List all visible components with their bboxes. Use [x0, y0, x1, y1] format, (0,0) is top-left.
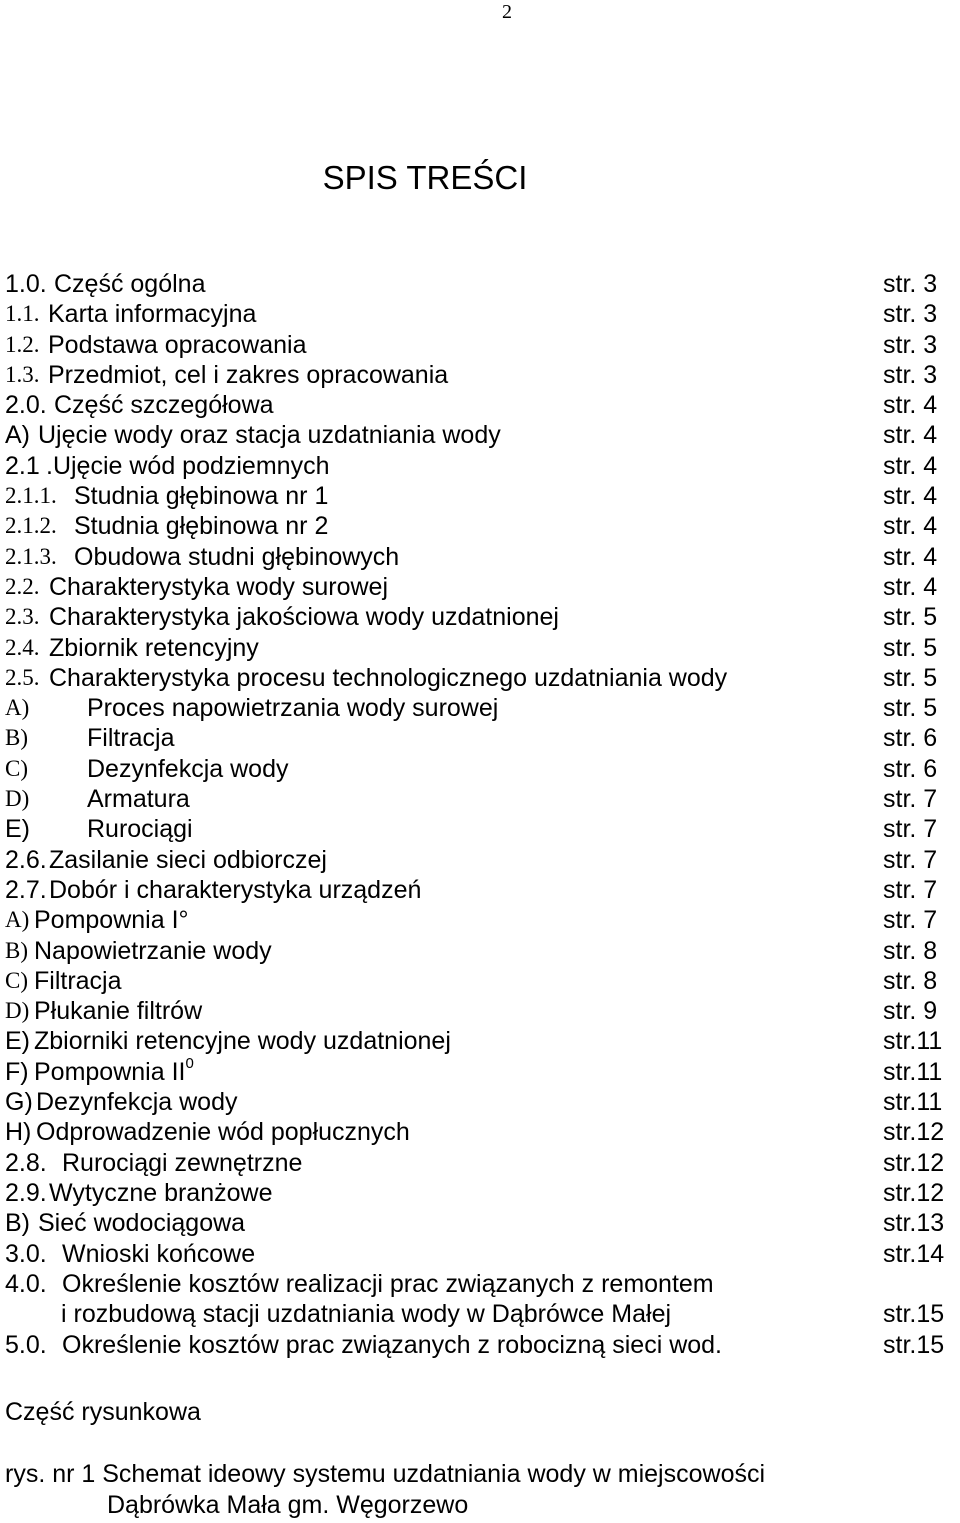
toc-entry-number: A) [5, 421, 30, 450]
toc-entry-label-text: Określenie kosztów prac związanych z robocizną sieci wod. [62, 1330, 722, 1359]
toc-entry-page: str. 5 [883, 633, 938, 662]
toc-entry [0, 420, 960, 450]
toc-entry-label-text: Dobór i charakterystyka urządzeń [49, 875, 422, 904]
toc-entry-number: 2.1 [5, 451, 40, 480]
toc-entry-number: 2.9. [5, 1178, 47, 1207]
toc-entry-page: str.12 [883, 1148, 945, 1177]
page-title: SPIS TREŚCI [322, 159, 528, 196]
toc-entry-number: 2.2. [5, 573, 40, 599]
toc-entry-page: str. 5 [883, 694, 938, 723]
toc-entry-label-text: Część szczegółowa [54, 391, 274, 420]
toc-entry [0, 905, 960, 935]
toc-entry-number: 2.1.1. [5, 483, 57, 509]
toc-entry-superscript: 0 [185, 1054, 194, 1072]
toc-entry-label-text: Wnioski końcowe [62, 1239, 256, 1268]
toc-entry-number: D) [5, 786, 30, 812]
toc-entry-number: 2.6. [5, 845, 47, 874]
toc-entry-page: str.14 [883, 1239, 945, 1268]
toc-entry-label [34, 1054, 194, 1087]
toc-entry-label-text: Określenie kosztów realizacji prac związanych z remontem [62, 1269, 714, 1298]
toc-entry [0, 299, 960, 329]
toc-entry-page: str. 3 [883, 270, 938, 298]
toc-entry-label [62, 1269, 714, 1330]
toc-entry-label [54, 390, 274, 420]
toc-entry-label-text: Sieć wodociągowa [38, 1209, 246, 1238]
toc-entry-number: 1.1. [5, 301, 40, 327]
toc-entry-number: C) [5, 755, 28, 781]
toc-entry-label-text: Charakterystyka wody surowej [49, 572, 389, 601]
toc-entry-page: str. 4 [883, 512, 938, 541]
toc-entry-label-text: Pompownia I° [34, 906, 189, 935]
toc-entry-label-text: Wytyczne branżowe [49, 1178, 273, 1207]
toc-entry-label [34, 966, 122, 996]
toc-entry-label [49, 633, 259, 663]
toc-entry-number: A) [5, 907, 30, 933]
toc-entry-label-text: Charakterystyka procesu technologicznego uzdatniania wody [49, 663, 728, 692]
toc-entry-label [49, 572, 388, 602]
toc-entry-number: C) [5, 967, 28, 993]
toc-entry-page: str. 6 [883, 754, 938, 783]
toc-entry-label-text: Rurociągi [87, 815, 193, 844]
toc-entry-page: str. 4 [883, 482, 938, 511]
toc-entry-page: str.11 [883, 1057, 943, 1086]
toc-entry-label [87, 814, 193, 844]
toc-entry-label [34, 936, 272, 966]
toc-entry-number: 2.1.2. [5, 513, 57, 539]
toc-entry [0, 966, 960, 996]
toc-entry-page: str. 3 [883, 360, 938, 389]
toc-entry-number: 2.0. [5, 391, 47, 420]
toc-entry-label-text: Pompownia II [34, 1057, 186, 1086]
toc-entry [0, 693, 960, 723]
toc-entry-page: str. 4 [883, 572, 938, 601]
toc-entry-label-text: Podstawa opracowania [48, 330, 307, 359]
toc-entry-label-continuation: i rozbudową stacji uzdatniania wody w Dąbrówce Małej [61, 1300, 672, 1329]
toc-entry-label [49, 845, 327, 875]
toc-entry-label-text: Filtracja [87, 724, 175, 753]
toc-entry-label [34, 996, 202, 1026]
toc-entry-label [38, 1208, 245, 1238]
toc-entry [0, 1239, 960, 1269]
page-number: 2 [502, 1, 512, 23]
toc-entry-label [87, 784, 190, 814]
toc-entry-label-text: Odprowadzenie wód popłucznych [36, 1118, 410, 1147]
toc-entry-label [46, 451, 329, 481]
toc-entry-number: B) [5, 725, 28, 751]
toc-entry [0, 1269, 960, 1330]
toc-entry-page: str. 5 [883, 603, 938, 632]
toc-entry-number: 1.0. [5, 270, 47, 298]
toc-entry-number: 2.1.3. [5, 543, 57, 569]
toc-entry-label [54, 269, 205, 299]
toc-entry-label [34, 1026, 451, 1056]
toc-entry [0, 814, 960, 844]
toc-entry-page: str. 8 [883, 966, 938, 995]
toc-entry-label [36, 1117, 410, 1147]
toc-entry [0, 1330, 960, 1360]
toc-entry-label [62, 1330, 722, 1360]
toc-entry-label [87, 693, 498, 723]
toc-entry-number: B) [5, 937, 28, 963]
toc-entry [0, 1087, 960, 1117]
toc-entry-label [74, 542, 399, 572]
toc-entry-number: D) [5, 998, 30, 1024]
toc-entry [0, 360, 960, 390]
toc-entry-number: 2.5. [5, 664, 40, 690]
toc-entry [0, 1148, 960, 1178]
toc-entry-label [48, 330, 307, 360]
toc-entry [0, 754, 960, 784]
toc-entry-label [34, 905, 189, 935]
toc-entry-page: str. 8 [883, 936, 938, 965]
toc-entry-label-text: Studnia głębinowa nr 1 [74, 482, 329, 511]
toc-entry-number: 2.8. [5, 1148, 47, 1177]
toc-entry-page: str. 4 [883, 421, 938, 450]
toc-entry-label-text: Zasilanie sieci odbiorczej [49, 845, 327, 874]
toc-entry-label-text: Obudowa studni głębinowych [74, 542, 400, 571]
toc-entry-page: str. 4 [883, 542, 938, 571]
toc-entry-label-text: Napowietrzanie wody [34, 936, 272, 965]
toc-entry-page: str. 7 [883, 906, 938, 935]
toc-entry-label [49, 602, 559, 632]
toc-entry-page: str.15 [883, 1330, 945, 1359]
toc-entry-label [74, 481, 328, 511]
toc-entry-number: 4.0. [5, 1269, 47, 1298]
drawings-heading: Część rysunkowa [5, 1398, 201, 1426]
toc-entry-page: str.12 [883, 1118, 945, 1147]
toc-entry [0, 875, 960, 905]
toc-entry [0, 481, 960, 511]
toc-entry-label-text: .Ujęcie wód podziemnych [46, 451, 330, 480]
toc-entry-label [49, 663, 727, 693]
toc-entry-label [38, 420, 501, 450]
toc-entry-label [49, 875, 421, 905]
toc-entry-page: str. 7 [883, 785, 938, 814]
drawing-item-line1: rys. nr 1 Schemat ideowy systemu uzdatniania wody w miejscowości [5, 1460, 766, 1488]
toc-entry-label [48, 360, 448, 390]
toc-entry-page: str.13 [883, 1209, 945, 1238]
toc-entry [0, 542, 960, 572]
toc-entry-label-text: Rurociągi zewnętrzne [62, 1148, 303, 1177]
toc-entry-page: str. 5 [883, 663, 938, 692]
toc-entry [0, 1026, 960, 1056]
toc-entry [0, 633, 960, 663]
toc-entry-label-text: Przedmiot, cel i zakres opracowania [48, 360, 449, 389]
toc-entry-label [48, 299, 256, 329]
toc-entry [0, 936, 960, 966]
toc-entry [0, 1208, 960, 1238]
toc-entry-label [36, 1087, 237, 1117]
toc-entry-label-text: Filtracja [34, 966, 122, 995]
toc-entry [0, 330, 960, 360]
toc-entry-label [49, 1178, 272, 1208]
toc-entry-label [87, 723, 175, 753]
toc-entry-label-text: Ujęcie wody oraz stacja uzdatniania wody [38, 421, 501, 450]
toc-entry [0, 1054, 960, 1087]
toc-entry-label-text: Część ogólna [54, 270, 206, 298]
toc-entry-label [74, 511, 328, 541]
toc-entry-label-text: Dezynfekcja wody [87, 754, 289, 783]
toc-entry-number: B) [5, 1209, 30, 1238]
toc-entry-number: E) [5, 1027, 30, 1056]
toc-entry-label-text: Proces napowietrzania wody surowej [87, 694, 499, 723]
table-of-contents [0, 269, 960, 1360]
toc-entry-page: str. 7 [883, 875, 938, 904]
toc-entry [0, 1178, 960, 1208]
toc-entry-page: str. 4 [883, 391, 938, 420]
toc-entry [0, 845, 960, 875]
toc-entry-page: str.11 [883, 1027, 943, 1056]
toc-entry-page: str. 7 [883, 815, 938, 844]
toc-entry [0, 602, 960, 632]
toc-entry-number: G) [5, 1088, 33, 1117]
toc-entry-label-text: Studnia głębinowa nr 2 [74, 512, 329, 541]
drawing-item-line2: Dąbrówka Mała gm. Węgorzewo [107, 1491, 469, 1519]
toc-entry-label-text: Armatura [87, 785, 190, 814]
toc-entry-page: str. 7 [883, 845, 938, 874]
toc-entry-label-text: Karta informacyjna [48, 300, 257, 329]
toc-entry [0, 511, 960, 541]
toc-entry [0, 996, 960, 1026]
toc-entry [0, 390, 960, 420]
toc-entry [0, 1117, 960, 1147]
toc-entry-label-text: Dezynfekcja wody [36, 1088, 238, 1117]
toc-entry-number: 5.0. [5, 1330, 47, 1359]
toc-entry-page: str.11 [883, 1088, 943, 1117]
toc-entry [0, 663, 960, 693]
toc-entry [0, 451, 960, 481]
toc-entry-number: 2.7. [5, 875, 47, 904]
toc-entry-label [62, 1148, 302, 1178]
toc-entry-number: 1.2. [5, 331, 40, 357]
toc-entry-number: F) [5, 1057, 29, 1086]
toc-entry-page: str. 4 [883, 451, 938, 480]
toc-entry-label-text: Zbiorniki retencyjne wody uzdatnionej [34, 1027, 451, 1056]
toc-entry [0, 269, 960, 299]
toc-entry-page: str.15 [883, 1300, 945, 1329]
toc-entry-number: 2.3. [5, 604, 40, 630]
toc-entry-page: str. 9 [883, 997, 938, 1026]
toc-entry-label-text: Zbiornik retencyjny [49, 633, 259, 662]
toc-entry [0, 572, 960, 602]
toc-entry [0, 723, 960, 753]
toc-entry-page: str. 3 [883, 330, 938, 359]
toc-entry-page: str. 3 [883, 300, 938, 329]
toc-entry-number: E) [5, 815, 30, 844]
toc-entry [0, 784, 960, 814]
toc-entry-label-text: Charakterystyka jakościowa wody uzdatnionej [49, 603, 559, 632]
toc-entry-number: 2.4. [5, 634, 40, 660]
toc-entry-number: 1.3. [5, 361, 40, 387]
toc-entry-number: 3.0. [5, 1239, 47, 1268]
toc-entry-page: str. 6 [883, 724, 938, 753]
toc-entry-page: str.12 [883, 1178, 945, 1207]
toc-entry-label [87, 754, 288, 784]
toc-entry-number: A) [5, 695, 30, 721]
toc-entry-number: H) [5, 1118, 32, 1147]
toc-entry-label-text: Płukanie filtrów [34, 997, 203, 1026]
toc-entry-label [62, 1239, 255, 1269]
